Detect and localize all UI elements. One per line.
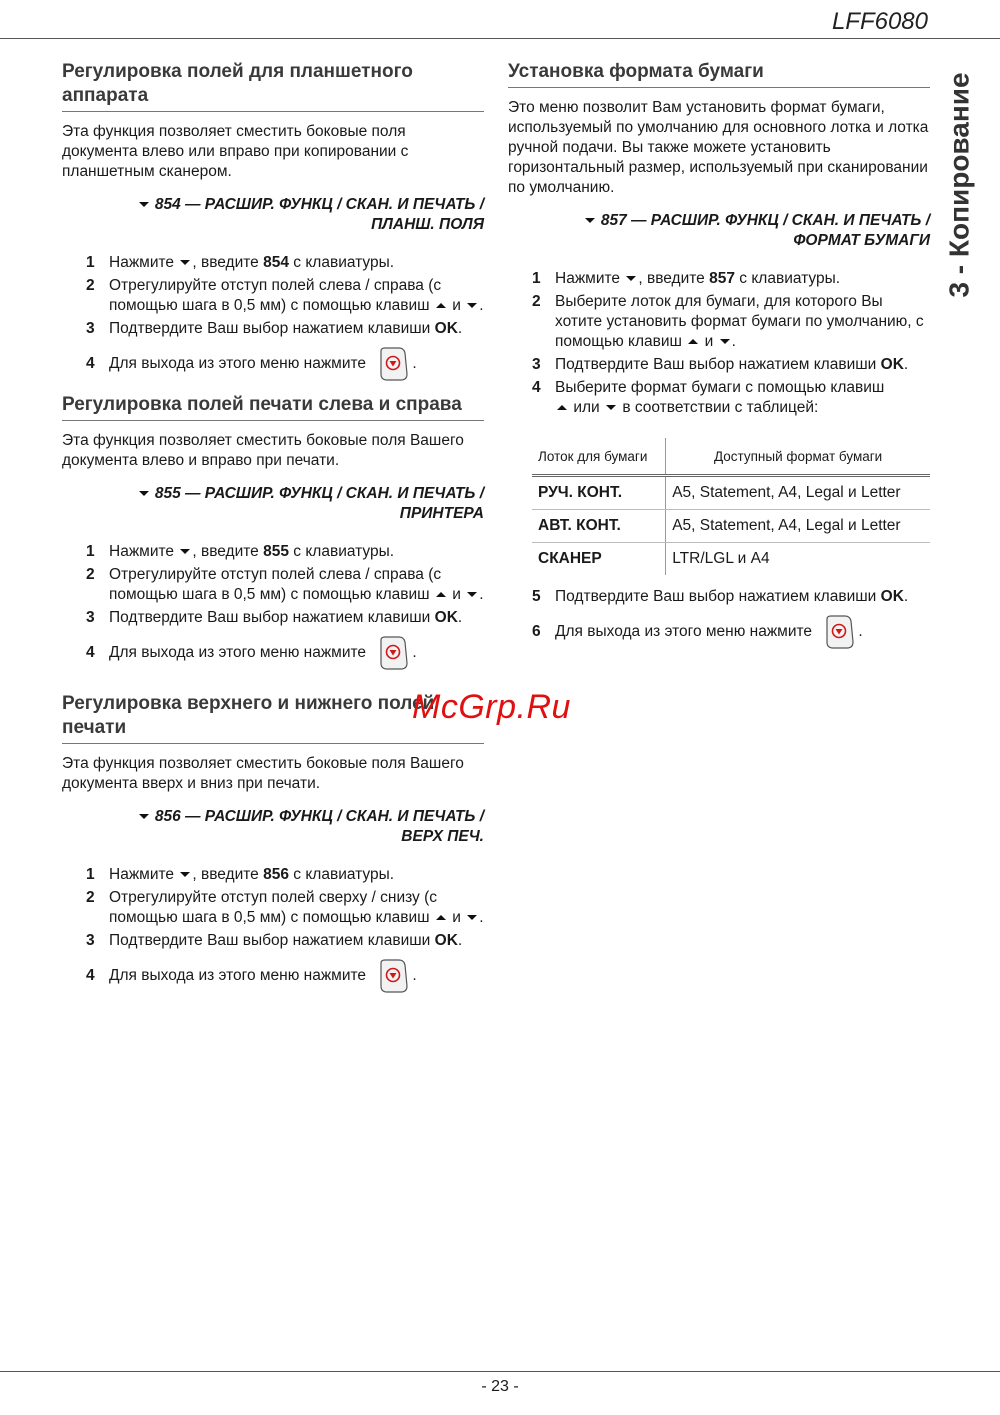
step-text: Отрегулируйте отступ полей слева / справа (с помощью шага в 0,5 мм) с помощью клавиш	[109, 277, 442, 314]
step-number: 3	[86, 932, 95, 949]
section-description: Эта функция позволяет сместить боковые поля Вашего документа влево и вправо при печати.	[62, 432, 464, 469]
ok-key-label: OK	[434, 609, 458, 626]
ok-key-label: OK	[434, 932, 458, 949]
stop-button-icon	[378, 636, 408, 670]
step: 4 Для выхода из этого меню нажмите .	[62, 347, 484, 381]
steps-list	[508, 269, 930, 418]
step-number: 2	[532, 293, 541, 310]
footer-rule	[0, 1371, 1000, 1372]
step: 2 Выберите лоток для бумаги, для которого Вы хотите установить формат бумаги по умолчанию, с помощью клавиш и .	[508, 292, 930, 352]
step-number: 1	[86, 543, 95, 560]
step: 2 Отрегулируйте отступ полей слева / справа (с помощью шага в 0,5 мм) с помощью клавиш и .	[62, 276, 484, 316]
down-arrow-icon	[626, 276, 636, 281]
up-arrow-icon	[436, 592, 446, 597]
table-header-cell: Лоток для бумаги	[532, 438, 666, 476]
up-arrow-icon	[688, 339, 698, 344]
section-title: Регулировка полей печати слева и справа	[62, 393, 484, 421]
down-arrow-icon	[180, 872, 190, 877]
table-header-row	[532, 438, 930, 476]
step-text: Нажмите	[109, 866, 175, 883]
step: 3 Подтвердите Ваш выбор нажатием клавиши OK.	[62, 319, 484, 339]
step-number: 2	[86, 566, 95, 583]
menu-path	[508, 211, 930, 251]
table-row	[532, 510, 930, 543]
section-description: Эта функция позволяет сместить боковые поля документа влево или вправо при копировании с планшетным сканером.	[62, 123, 409, 180]
right-column	[508, 60, 930, 652]
step-number: 4	[532, 379, 541, 396]
menu-path-line2: ВЕРХ ПЕЧ.	[401, 828, 484, 845]
step-number: 2	[86, 889, 95, 906]
section-paper-format	[508, 60, 930, 649]
table-cell-tray: АВТ. КОНТ.	[532, 510, 666, 543]
step-number: 4	[86, 967, 95, 984]
step-number: 3	[86, 320, 95, 337]
stop-button-icon	[378, 347, 408, 381]
down-arrow-icon	[606, 405, 616, 410]
down-arrow-icon	[585, 218, 595, 223]
step: 2 Отрегулируйте отступ полей сверху / снизу (с помощью шага в 0,5 мм) с помощью клавиш и .	[62, 888, 484, 928]
step-text: Для выхода из этого меню нажмите	[109, 355, 367, 373]
ok-key-label: OK	[880, 588, 904, 605]
down-arrow-icon	[467, 915, 477, 920]
chapter-tab-label: 3 - Копирование	[944, 72, 975, 298]
ok-key-label: OK	[880, 356, 904, 373]
up-arrow-icon	[436, 303, 446, 308]
step: 6 Для выхода из этого меню нажмите .	[508, 615, 930, 649]
down-arrow-icon	[180, 549, 190, 554]
left-column	[62, 60, 484, 996]
section-flatbed-margins	[62, 60, 484, 381]
section-print-side-margins	[62, 393, 484, 670]
step: 3 Подтвердите Ваш выбор нажатием клавиши OK.	[508, 355, 930, 375]
step-number: 2	[86, 277, 95, 294]
model-name: LFF6080	[831, 8, 928, 35]
step: 1 Нажмите , введите 857 с клавиатуры.	[508, 269, 930, 289]
step: 3 Подтвердите Ваш выбор нажатием клавиши OK.	[62, 608, 484, 628]
table-cell-tray: СКАНЕР	[538, 550, 602, 567]
watermark: McGrp.Ru	[412, 688, 571, 726]
step-text: Выберите формат бумаги с помощью клавиш	[555, 379, 885, 396]
table-cell-formats: A5, Statement, A4, Legal и Letter	[666, 476, 930, 510]
section-title: Регулировка полей для планшетного аппарата	[62, 60, 484, 112]
step-number: 4	[86, 644, 95, 661]
stop-button-icon	[824, 615, 854, 649]
step-text: Подтвердите Ваш выбор нажатием клавиши	[109, 609, 431, 626]
step: 1 Нажмите , введите 854 с клавиатуры.	[62, 253, 484, 273]
menu-path-line1: 854 — РАСШИР. ФУНКЦ / СКАН. И ПЕЧАТЬ /	[154, 196, 484, 213]
table-cell-tray: РУЧ. КОНТ.	[532, 476, 666, 510]
menu-code: 857	[709, 270, 735, 287]
step-text: Нажмите	[109, 254, 175, 271]
table-cell-formats: A5, Statement, A4, Legal и Letter	[666, 510, 930, 543]
header-rule	[0, 38, 1000, 39]
section-title: Установка формата бумаги	[508, 60, 930, 88]
ok-key-label: OK	[434, 320, 458, 337]
paper-format-table	[532, 438, 930, 575]
down-arrow-icon	[720, 339, 730, 344]
menu-path	[62, 484, 484, 524]
step-text: Отрегулируйте отступ полей сверху / снизу (с помощью шага в 0,5 мм) с помощью клавиш	[109, 889, 438, 926]
step-text: Для выхода из этого меню нажмите	[555, 623, 813, 641]
step: 4 Для выхода из этого меню нажмите .	[62, 636, 484, 670]
down-arrow-icon	[139, 202, 149, 207]
step-text: Нажмите	[109, 543, 175, 560]
section-description: Эта функция позволяет сместить боковые поля Вашего документа вверх и вниз при печати.	[62, 755, 464, 792]
step-text: Подтвердите Ваш выбор нажатием клавиши	[555, 356, 877, 373]
table-row	[532, 543, 930, 576]
step-number: 3	[86, 609, 95, 626]
table-header-cell: Доступный формат бумаги	[666, 438, 930, 476]
step-text: Выберите лоток для бумаги, для которого Вы хотите установить формат бумаги по умолчанию, с помощью клавиш	[555, 293, 924, 350]
menu-path-line1: 856 — РАСШИР. ФУНКЦ / СКАН. И ПЕЧАТЬ /	[154, 808, 484, 825]
step: 1 Нажмите , введите 856 с клавиатуры.	[62, 865, 484, 885]
step: 1 Нажмите , введите 855 с клавиатуры.	[62, 542, 484, 562]
steps-list	[62, 865, 484, 993]
up-arrow-icon	[436, 915, 446, 920]
step-number: 5	[532, 588, 541, 605]
section-description: Это меню позволит Вам установить формат бумаги, используемый по умолчанию для основного лотка и лотка ручной подачи. Вы также можете установить горизонтальный размер, используемый при сканировании по умолчанию.	[508, 99, 929, 196]
down-arrow-icon	[139, 491, 149, 496]
down-arrow-icon	[467, 592, 477, 597]
step-text: Подтвердите Ваш выбор нажатием клавиши	[109, 320, 431, 337]
step-text: Отрегулируйте отступ полей слева / справа (с помощью шага в 0,5 мм) с помощью клавиш	[109, 566, 442, 603]
menu-path-line2: ПЛАНШ. ПОЛЯ	[371, 216, 484, 233]
down-arrow-icon	[180, 260, 190, 265]
step-number: 3	[532, 356, 541, 373]
step: 5 Подтвердите Ваш выбор нажатием клавиши OK.	[508, 587, 930, 607]
menu-path	[62, 807, 484, 847]
section-title: Регулировка верхнего и нижнего полей печати	[62, 692, 484, 744]
up-arrow-icon	[557, 405, 567, 410]
step-number: 6	[532, 623, 541, 640]
menu-path-line1: 855 — РАСШИР. ФУНКЦ / СКАН. И ПЕЧАТЬ /	[154, 485, 484, 502]
steps-list-continued	[508, 587, 930, 649]
step-text: Для выхода из этого меню нажмите	[109, 644, 367, 662]
step-text: Для выхода из этого меню нажмите	[109, 967, 367, 985]
steps-list	[62, 542, 484, 670]
step: 3 Подтвердите Ваш выбор нажатием клавиши OK.	[62, 931, 484, 951]
page-number: - 23 -	[481, 1378, 519, 1395]
menu-path	[62, 195, 484, 235]
down-arrow-icon	[139, 814, 149, 819]
down-arrow-icon	[467, 303, 477, 308]
step: 4 Для выхода из этого меню нажмите .	[62, 959, 484, 993]
step-number: 1	[532, 270, 541, 287]
step-number: 1	[86, 254, 95, 271]
table-cell-formats: LTR/LGL и A4	[666, 543, 930, 576]
section-top-bottom-margins	[62, 692, 484, 993]
step-text: Подтвердите Ваш выбор нажатием клавиши	[555, 588, 877, 605]
menu-path-line2: ПРИНТЕРА	[399, 505, 484, 522]
chapter-tab	[930, 60, 990, 310]
table-row	[532, 476, 930, 510]
menu-code: 856	[263, 866, 289, 883]
menu-code: 854	[263, 254, 289, 271]
menu-path-line2: ФОРМАТ БУМАГИ	[793, 232, 930, 249]
step: 4 Выберите формат бумаги с помощью клавиш или в соответствии с таблицей:	[508, 378, 930, 418]
step-number: 4	[86, 355, 95, 372]
step-text: Нажмите	[555, 270, 621, 287]
menu-path-line1: 857 — РАСШИР. ФУНКЦ / СКАН. И ПЕЧАТЬ /	[600, 212, 930, 229]
step: 2 Отрегулируйте отступ полей слева / справа (с помощью шага в 0,5 мм) с помощью клавиш и .	[62, 565, 484, 605]
steps-list	[62, 253, 484, 381]
step-text: Подтвердите Ваш выбор нажатием клавиши	[109, 932, 431, 949]
step-number: 1	[86, 866, 95, 883]
menu-code: 855	[263, 543, 289, 560]
stop-button-icon	[378, 959, 408, 993]
